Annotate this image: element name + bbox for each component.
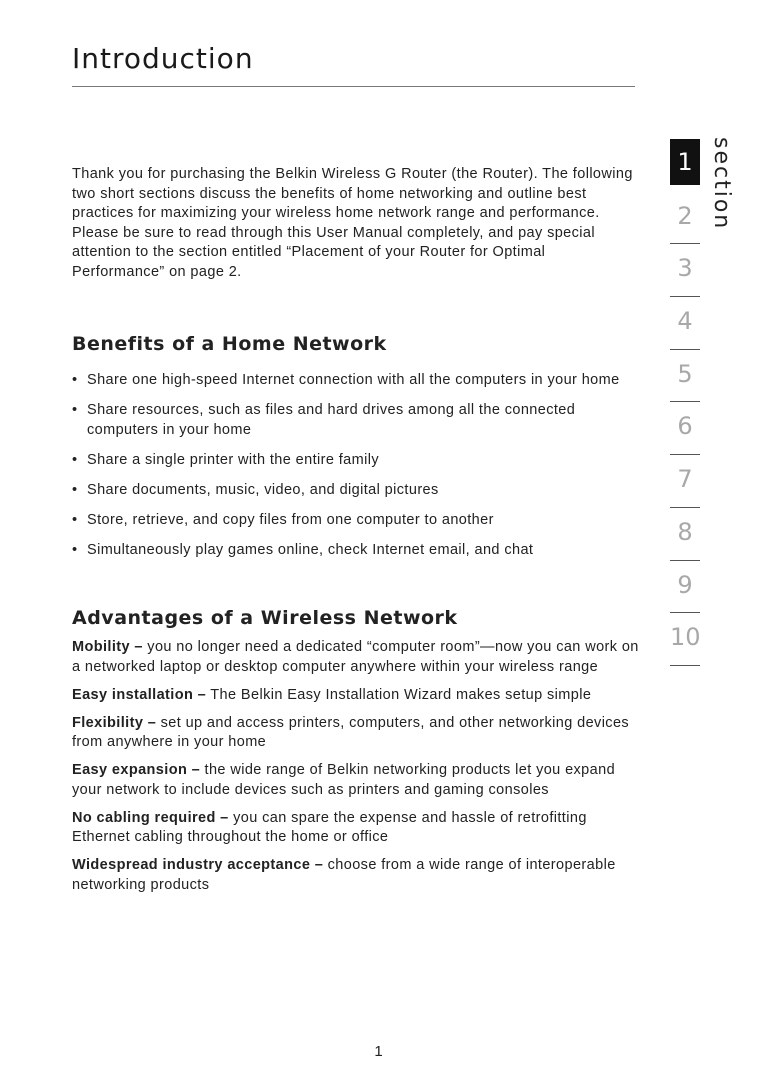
list-item	[72, 541, 637, 561]
bullet-icon: •	[72, 402, 78, 418]
advantage-text: set up and access printers, computers, and other networking devices from anywhere in your home	[72, 714, 630, 750]
list-item-text: Share documents, music, video, and digital pictures	[87, 481, 439, 498]
section-tab-6[interactable]: 6	[670, 402, 700, 455]
list-item	[72, 371, 637, 391]
advantage-item	[72, 638, 642, 677]
advantage-term: Flexibility –	[72, 714, 157, 731]
section-tab-7[interactable]: 7	[670, 455, 700, 508]
list-item	[72, 451, 637, 471]
bullet-icon: •	[72, 541, 78, 558]
bullet-icon: •	[72, 511, 78, 528]
advantage-text: The Belkin Easy Installation Wizard makes setup simple	[206, 686, 592, 703]
list-item-text: Share one high-speed Internet connection with all the computers in your home	[87, 372, 620, 388]
list-item-text: Simultaneously play games online, check Internet email, and chat	[87, 541, 534, 558]
list-item	[72, 401, 637, 440]
bullet-icon: •	[72, 372, 78, 388]
advantage-item	[72, 856, 642, 895]
advantage-text: you can spare the expense and hassle of retrofitting Ethernet cabling throughout the home or office	[72, 809, 587, 845]
title-divider	[72, 86, 635, 87]
list-item-text: Share a single printer with the entire family	[87, 451, 380, 468]
section-tab-2[interactable]: 2	[670, 192, 700, 245]
advantage-term: Easy expansion –	[72, 762, 201, 778]
list-item	[72, 511, 637, 531]
advantage-term: Mobility –	[72, 639, 143, 655]
section-tab-4[interactable]: 4	[670, 297, 700, 350]
advantages-heading: Advantages of a Wireless Network	[72, 607, 458, 629]
section-tab-1[interactable]: 1	[670, 139, 700, 185]
advantage-term: Easy installation –	[72, 686, 207, 703]
benefits-list	[72, 371, 637, 571]
advantage-text: the wide range of Belkin networking products let you expand your network to include devices such as printers and gaming consoles	[72, 762, 616, 798]
advantage-term: Widespread industry acceptance –	[72, 857, 324, 873]
section-label: section	[709, 137, 734, 231]
page-title: Introduction	[72, 42, 254, 75]
section-nav	[670, 139, 700, 666]
section-tab-9[interactable]: 9	[670, 561, 700, 614]
section-tab-3[interactable]: 3	[670, 244, 700, 297]
advantage-item	[72, 686, 642, 706]
section-tab-10[interactable]: 10	[670, 613, 700, 666]
advantage-text: choose from a wide range of interoperable networking products	[72, 857, 616, 893]
intro-paragraph: Thank you for purchasing the Belkin Wireless G Router (the Router). The following two short sections discuss the benefits of home networking and outline best practices for maximizing your wireless home network range and performance. Please be sure to read through this User Manual completely, and pay special attention to the section entitled “Placement of your Router for Optimal Performance” on page 2.	[72, 166, 633, 280]
page-number: 1	[374, 1043, 383, 1060]
advantage-item	[72, 809, 642, 848]
benefits-heading: Benefits of a Home Network	[72, 333, 387, 355]
list-item	[72, 481, 637, 501]
advantage-item	[72, 761, 642, 800]
advantages-list	[72, 638, 642, 904]
section-tab-5[interactable]: 5	[670, 350, 700, 403]
bullet-icon: •	[72, 481, 78, 498]
advantage-item	[72, 714, 642, 753]
advantage-term: No cabling required –	[72, 809, 229, 826]
list-item-text: Store, retrieve, and copy files from one computer to another	[87, 511, 494, 528]
list-item-text: Share resources, such as files and hard drives among all the connected computers in your home	[87, 402, 576, 438]
bullet-icon: •	[72, 451, 78, 468]
advantage-text: you no longer need a dedicated “computer room”—now you can work on a networked laptop or desktop computer anywhere within your wireless range	[72, 639, 639, 675]
section-tab-8[interactable]: 8	[670, 508, 700, 561]
